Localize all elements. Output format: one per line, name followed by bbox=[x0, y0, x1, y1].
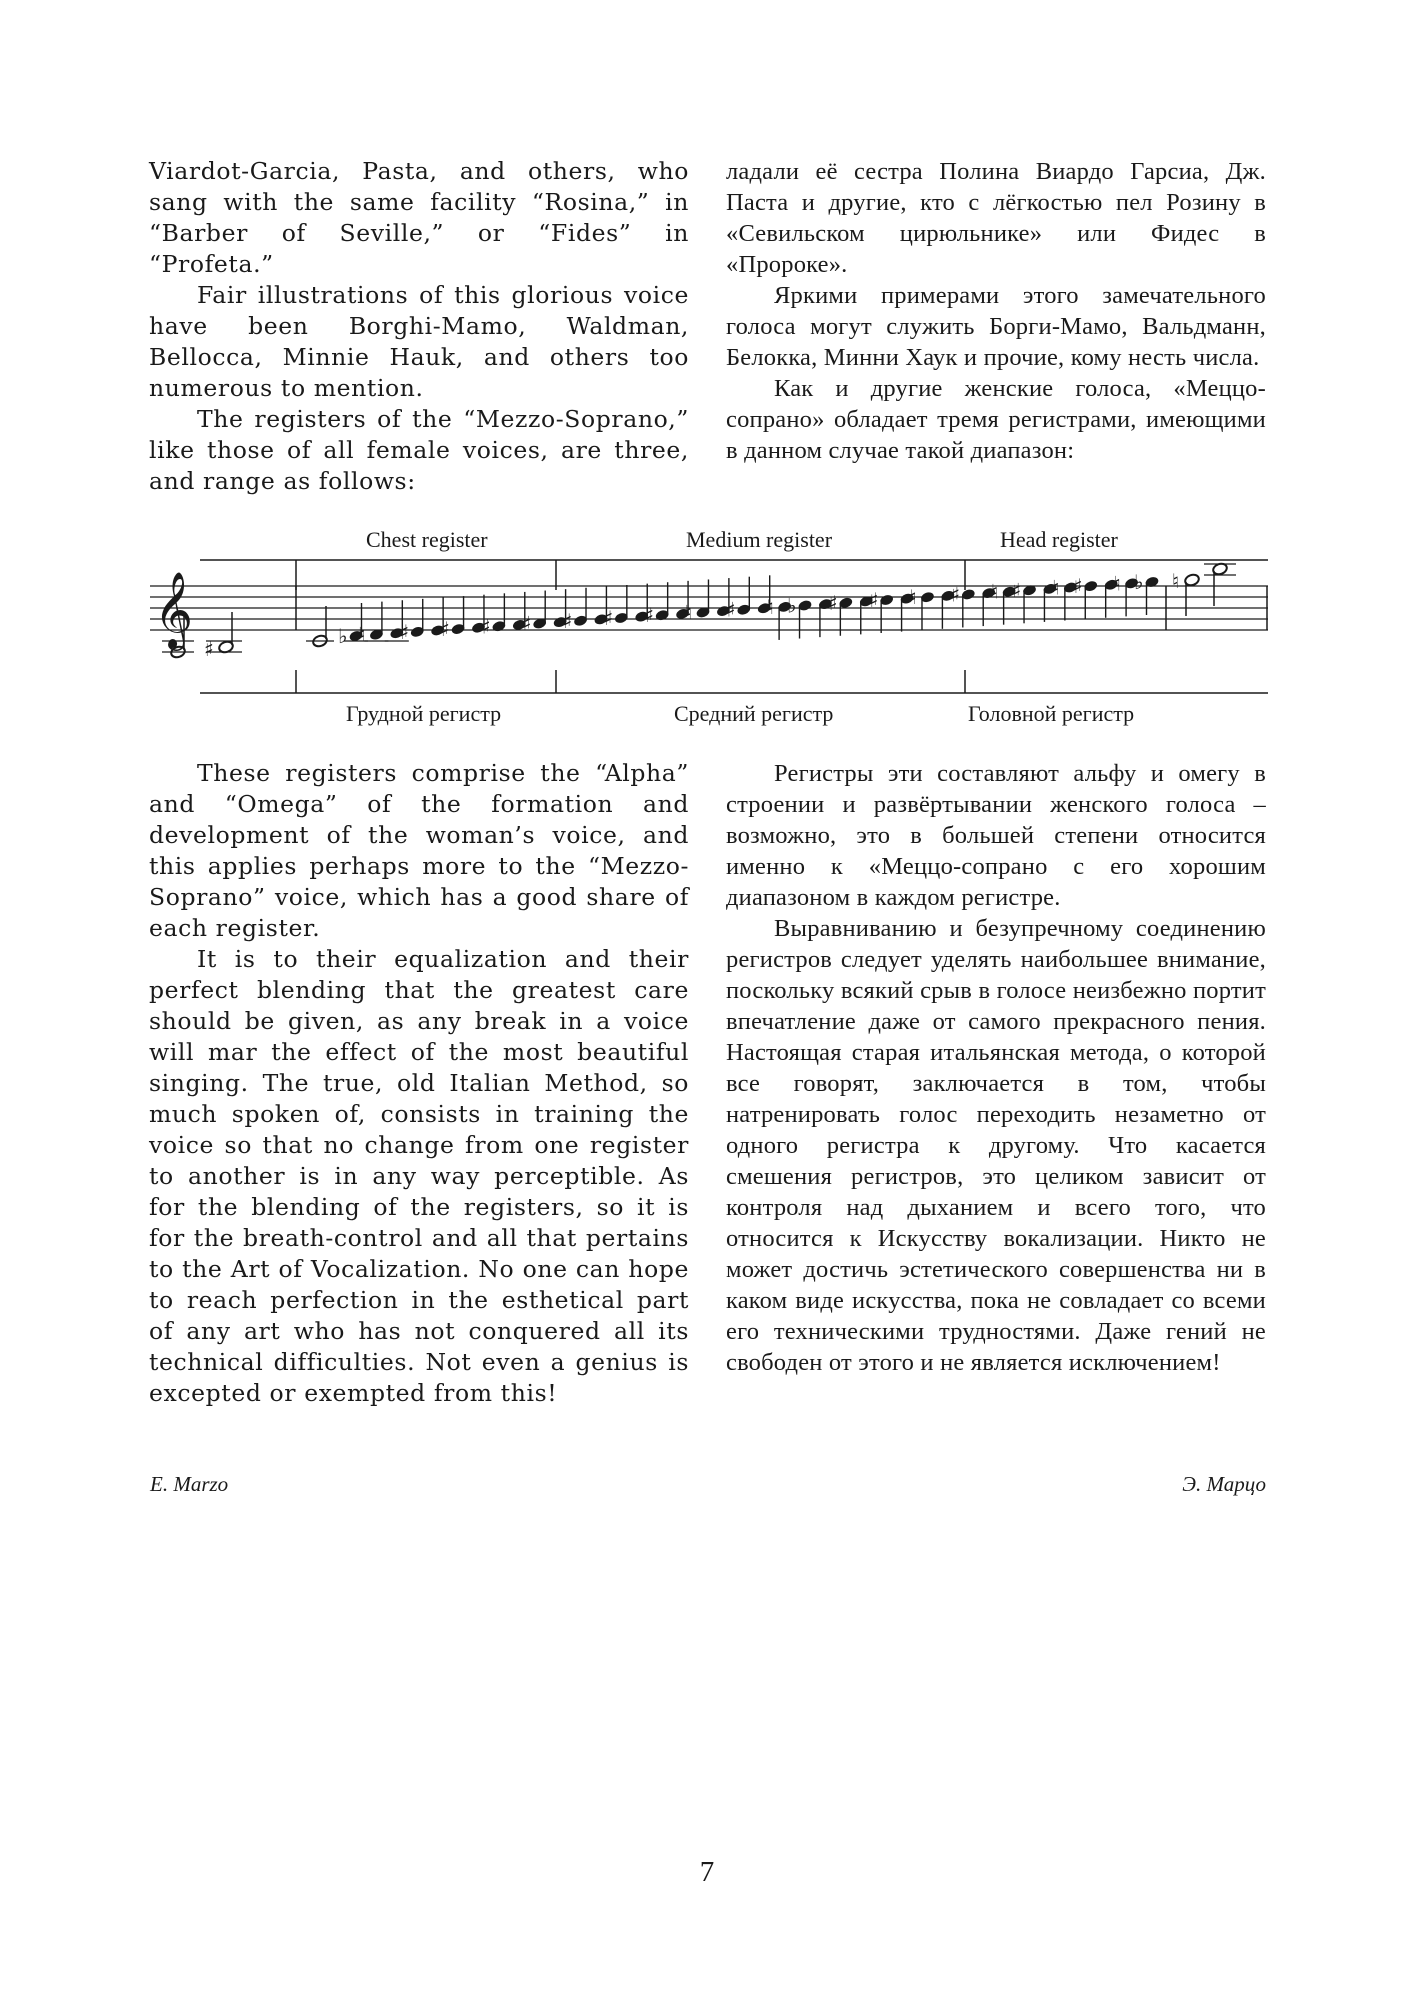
accidental: ♮ bbox=[1052, 575, 1060, 600]
register-staff-figure bbox=[150, 520, 1268, 740]
russian-paragraph: Выравниванию и безупречному соединению регистров следует уделять наибольшее внимание, поскольку всякий срыв в голосе неизбежно портит впечатление даже от самого прекрасного пения. Настоящая старая итальянская метода, о которой все говорят, заключается в том, чтобы натренировать голос переходить незаметно от одного регистра к другому. Что касается смешения регистров, это целиком зависит от контроля над дыханием и всего того, что относится к Искусству вокализации. Никто не может достичь эстетического совершенства ни в каком виде искусства, пока не совладает со всеми его техническими трудностями. Даже гений не свободен от этого и не является исключением! bbox=[726, 915, 1266, 1376]
russian-column-top bbox=[726, 156, 1266, 466]
label-head-register: Head register bbox=[1000, 527, 1118, 552]
accidental: ♭ bbox=[787, 593, 797, 618]
accidental: ♯ bbox=[725, 597, 736, 622]
accidental: ♮ bbox=[766, 594, 774, 619]
accidental: ♮ bbox=[684, 600, 693, 625]
russian-paragraph: Яркими примерами этого замечательного голоса могут служить Борги-Мамо, Вальдманн, Белокка, Минни Хаук и прочие, кому несть числа. bbox=[726, 282, 1266, 371]
signature-russian: Э. Марцо bbox=[1182, 1472, 1266, 1496]
russian-paragraph: Как и другие женские голоса, «Меццо-сопрано» обладает тремя регистрами, имеющими в данном случае такой диапазон: bbox=[726, 375, 1266, 464]
accidental: ♯ bbox=[480, 614, 491, 639]
accidental: ♯ bbox=[950, 582, 960, 607]
signature-english: E. Marzo bbox=[150, 1472, 229, 1496]
accidental: ♯ bbox=[521, 611, 532, 636]
accidental: ♯ bbox=[603, 606, 614, 630]
label-medium-register-ru: Средний регистр bbox=[674, 701, 834, 726]
label-chest-register-ru: Грудной регистр bbox=[346, 701, 502, 726]
accidental: ♮ bbox=[991, 579, 999, 604]
accidental: ♮ bbox=[1113, 571, 1121, 596]
accidental: ♮ bbox=[909, 585, 917, 610]
russian-column-bottom bbox=[726, 758, 1266, 1378]
music-staff bbox=[150, 520, 1268, 740]
accidental: ♭ bbox=[338, 624, 348, 648]
accidental: ♯ bbox=[827, 590, 838, 615]
english-column-top bbox=[149, 156, 689, 497]
english-paragraph: Fair illustrations of this glorious voice have been Borghi-Mamo, Waldman, Bellocca, Minnie Hauk, and others too numerous to mention. bbox=[149, 281, 689, 402]
svg-text:♮: ♮ bbox=[1172, 569, 1180, 593]
accidental: ♯ bbox=[440, 617, 450, 642]
svg-text:♯: ♯ bbox=[204, 637, 214, 661]
russian-paragraph: ладали её сестра Полина Виардо Гарсиа, Дж. Паста и другие, кто с лёгкостью пел Розину в «Севильском цирюльнике» или Фидес в «Пророке». bbox=[726, 158, 1266, 278]
accidental: ♯ bbox=[399, 619, 409, 644]
page-number: 7 bbox=[699, 1856, 715, 1888]
chromatic-scale bbox=[306, 570, 1160, 648]
accidental: ♯ bbox=[1072, 574, 1083, 599]
accidental: ♮ bbox=[358, 622, 366, 647]
accidental: ♯ bbox=[644, 603, 654, 628]
accidental: ♯ bbox=[868, 588, 879, 612]
label-head-register-ru: Головной регистр bbox=[968, 701, 1135, 726]
accidental: ♭ bbox=[1134, 570, 1144, 594]
label-medium-register: Medium register bbox=[686, 527, 833, 552]
accidental: ♯ bbox=[562, 608, 573, 633]
english-column-bottom bbox=[149, 758, 689, 1409]
english-paragraph: Viardot-Garcia, Pasta, and others, who sang with the same facility “Rosina,” in “Barber of Seville,” or “Fides” in “Profeta.” bbox=[149, 157, 689, 278]
accidental: ♯ bbox=[1011, 578, 1022, 603]
label-chest-register: Chest register bbox=[366, 527, 488, 552]
treble-clef-icon: 𝄞 bbox=[154, 571, 194, 648]
russian-paragraph: Регистры эти составляют альфу и омегу в строении и развёртывании женского голоса – возможно, это в большей степени относится именно к «Меццо-сопрано с его хорошим диапазоном в каждом регистре. bbox=[726, 760, 1266, 911]
english-paragraph: The registers of the “Mezzo-Soprano,” like those of all female voices, are three, and range as follows: bbox=[149, 405, 689, 495]
english-paragraph: It is to their equalization and their perfect blending that the greatest care should be given, as any break in a voice will mar the effect of the most beautiful singing. The true, old Italian Method, so much spoken of, consists in training the voice so that no change from one register to another is in any way perceptible. As for the blending of the registers, so it is for the breath-control and all that pertains to the Art of Vocalization. No one can hope to reach perfection in the esthetical part of any art who has not conquered all its technical difficulties. Not even a genius is excepted or exempted from this! bbox=[149, 945, 689, 1407]
english-paragraph: These registers comprise the “Alpha” and “Omega” of the formation and development of the woman’s voice, and this applies perhaps more to the “Mezzo- Soprano” voice, which has a good share of each register. bbox=[149, 759, 689, 942]
